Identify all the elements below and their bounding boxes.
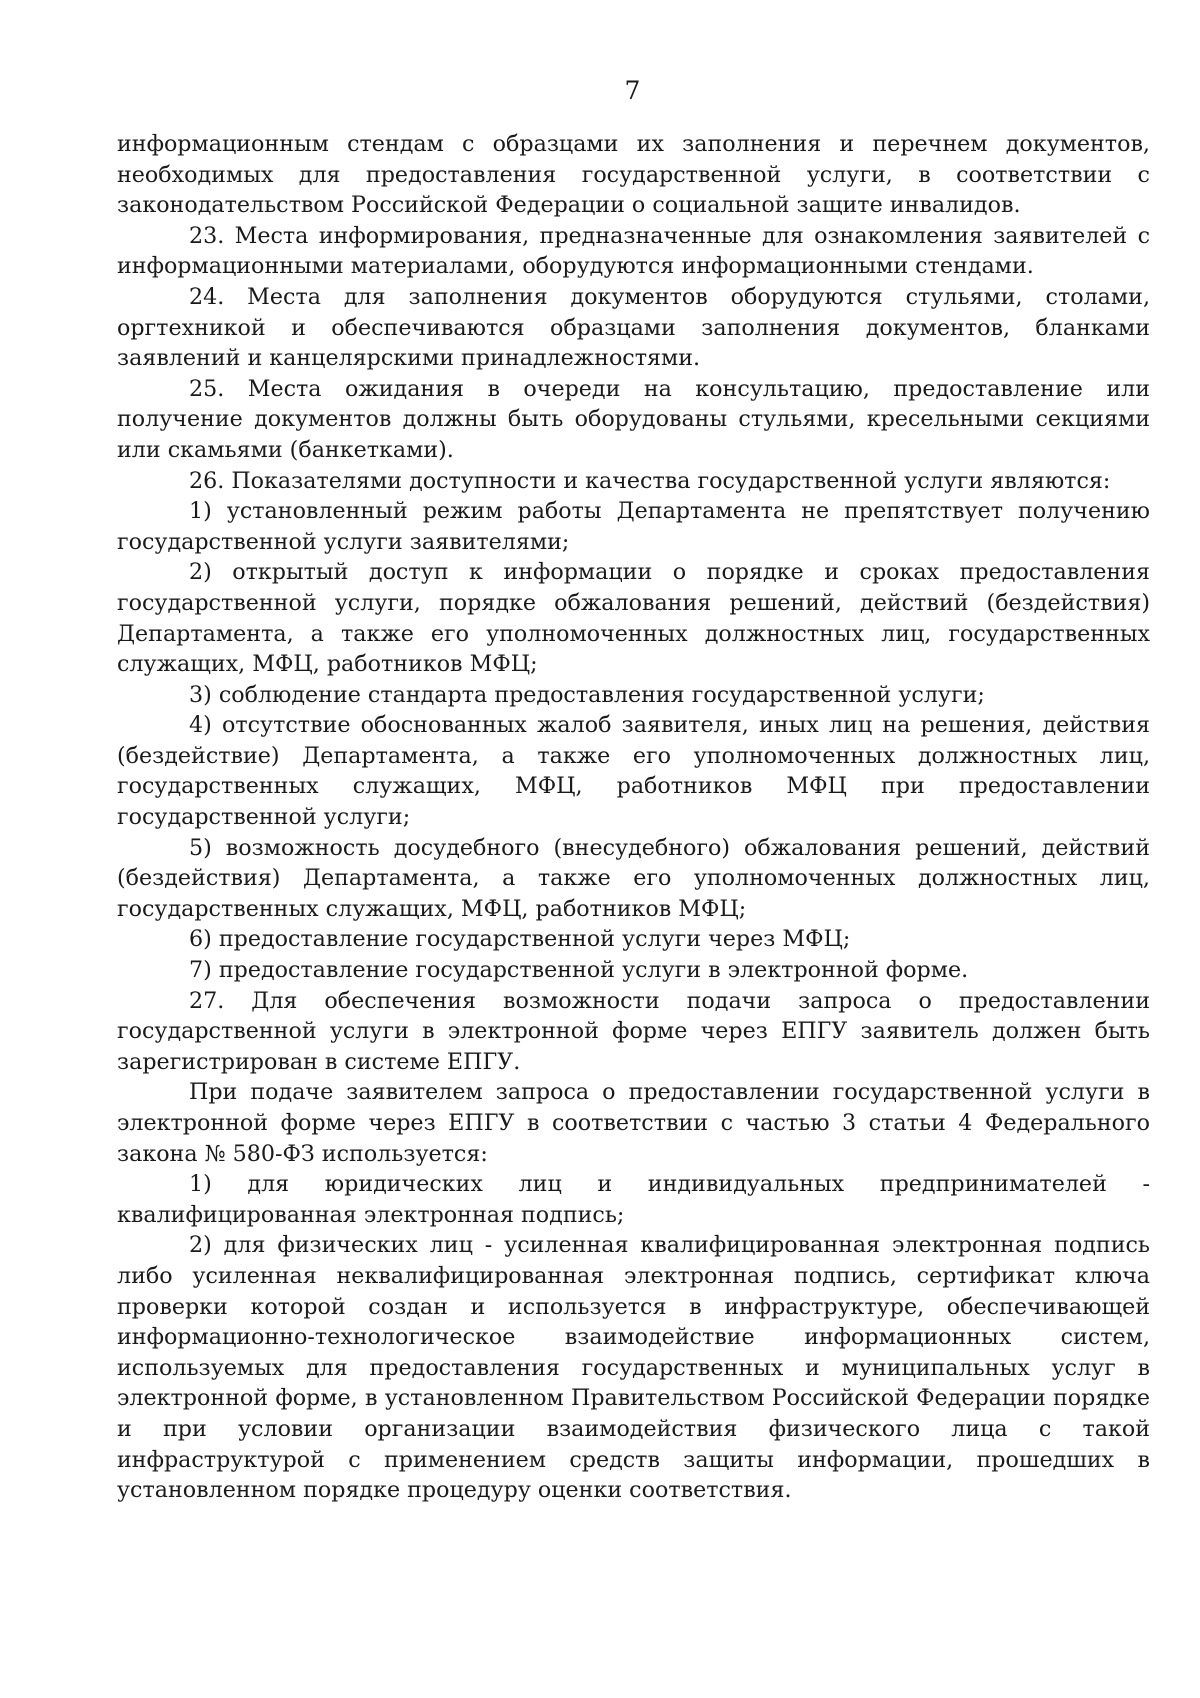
paragraph-item-27: 27. Для обеспечения возможности подачи запроса о предоставлении государственной услуги в электронной форме через ЕПГУ заявитель должен быть зарегистрирован в системе ЕПГУ. [117,987,1150,1075]
paragraph-subitem-26-4: 4) отсутствие обоснованных жалоб заявителя, иных лиц на решения, действия (бездействие) Департамента, а также его уполномоченных должностных лиц, государственных служащих, МФЦ, работников МФЦ при предоставлении государственной услуги; [117,712,1150,831]
paragraph-item-26: 26. Показателями доступности и качества государственной услуги являются: [189,467,1111,494]
paragraph-subitem-26-3: 3) соблюдение стандарта предоставления государственной услуги; [189,681,985,708]
paragraph-subitem-26-6: 6) предоставление государственной услуги через МФЦ; [189,926,851,953]
paragraph-continuation: информационным стендам с образцами их заполнения и перечнем документов, необходимых для предоставления государственной услуги, в соответствии с законодательством Российской Федерации о социальной защите инвалидов. [117,131,1150,219]
paragraph-subitem-27-2: 2) для физических лиц - усиленная квалифицированная электронная подпись либо усиленная неквалифицированная электронная подпись, сертификат ключа проверки которой создан и используется в инфраструктуре, обеспечивающей информационно-технологическое взаимодействие информационных систем, используемых для предоставления государственных и муниципальных услуг в электронной форме, в установленном Правительством Российской Федерации порядке и при условии организации взаимодействия физического лица с такой инфраструктурой с применением средств защиты информации, прошедших в установленном порядке процедуру оценки соответствия. [117,1232,1150,1504]
paragraph-item-24: 24. Места для заполнения документов оборудуются стульями, столами, оргтехникой и обеспечиваются образцами заполнения документов, бланками заявлений и канцелярскими принадлежностями. [117,283,1150,372]
paragraph-item-25: 25. Места ожидания в очереди на консультацию, предоставление или получение документов должны быть оборудованы стульями, кресельными секциями или скамьями (банкетками). [117,375,1150,463]
paragraph-subitem-26-1: 1) установленный режим работы Департамента не препятствует получению государственной услуги заявителями; [117,498,1150,555]
page-number: 7 [624,76,641,105]
document-body [117,129,1150,1506]
paragraph-subitem-26-7: 7) предоставление государственной услуги в электронной форме. [189,957,969,984]
paragraph-subitem-26-5: 5) возможность досудебного (внесудебного) обжалования решений, действий (бездействия) Департамента, а также его уполномоченных должностных лиц, государственных служащих, МФЦ, работников МФЦ; [117,834,1150,922]
paragraph-subitem-27-1: 1) для юридических лиц и индивидуальных предпринимателей - квалифицированная электронная подпись; [117,1171,1150,1228]
paragraph-item-23: 23. Места информирования, предназначенные для ознакомления заявителей с информационными материалами, оборудуются информационными стендами. [117,222,1150,280]
paragraph-subitem-26-2: 2) открытый доступ к информации о порядке и сроках предоставления государственной услуги, порядке обжалования решений, действий (бездействия) Департамента, а также его уполномоченных должностных лиц, государственных служащих, МФЦ, работников МФЦ; [117,559,1150,678]
paragraph-item-27-signature-intro: При подаче заявителем запроса о предоставлении государственной услуги в электронной форме через ЕПГУ в соответствии с частью 3 статьи 4 Федерального закона № 580-ФЗ используется: [117,1079,1150,1167]
